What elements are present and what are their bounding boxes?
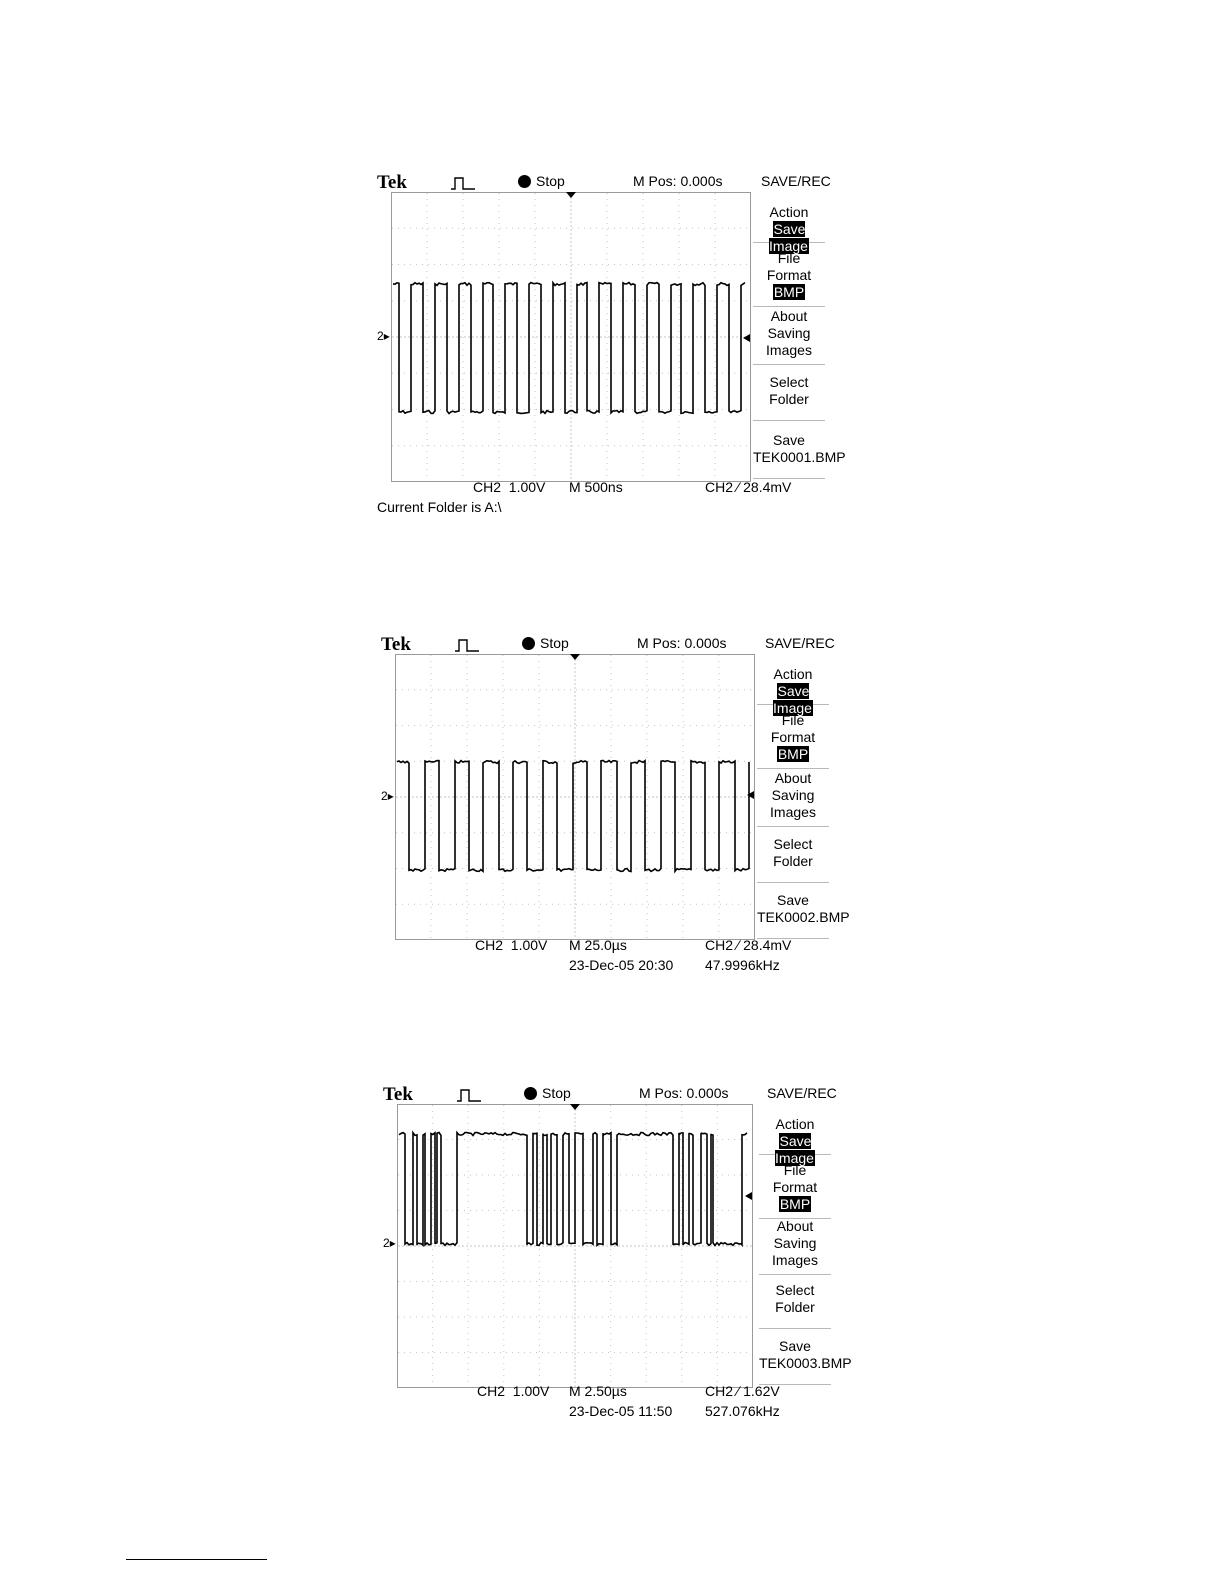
menu-file-format-button[interactable]: File Format BMP	[759, 1162, 831, 1219]
waveform-graticule	[395, 654, 755, 940]
menu-action-button[interactable]: Action Save Image	[757, 666, 829, 705]
channel-marker: 2▸	[381, 789, 394, 803]
menu-file-format-button[interactable]: File Format BMP	[753, 250, 825, 307]
scope-screen-3	[383, 1084, 852, 1444]
date-time: 23-Dec-05 11:50	[569, 1403, 673, 1419]
brand-logo: Tek	[383, 1084, 413, 1105]
channel-scale: CH2 1.00V	[473, 479, 546, 495]
menu-select-folder-button[interactable]: Select Folder	[757, 836, 829, 883]
pulse-icon	[449, 174, 479, 192]
menu-title: SAVE/REC	[767, 1085, 837, 1101]
current-folder: Current Folder is A:\	[377, 499, 502, 515]
run-state: Stop	[536, 173, 565, 189]
trigger-readout: CH2 ∕ 1.62V	[705, 1383, 780, 1399]
frequency-readout: 47.9996kHz	[705, 957, 780, 973]
menu-save-button[interactable]: Save TEK0002.BMP	[757, 892, 829, 939]
m-pos-readout: M Pos: 0.000s	[637, 635, 727, 651]
menu-file-format-button[interactable]: File Format BMP	[757, 712, 829, 769]
trigger-arrow-down-icon	[570, 654, 580, 660]
pulse-icon	[455, 1086, 485, 1104]
waveform-graticule	[397, 1104, 753, 1388]
timebase: M 500ns	[569, 479, 623, 495]
menu-select-folder-button[interactable]: Select Folder	[759, 1282, 831, 1329]
scope-screen-1	[377, 172, 846, 532]
footnote-rule	[126, 1559, 267, 1560]
waveform-trace	[393, 283, 745, 414]
trigger-arrow-down-icon	[566, 192, 576, 198]
channel-marker: 2▸	[383, 1236, 396, 1250]
waveform-trace	[397, 761, 749, 872]
run-state: Stop	[540, 635, 569, 651]
menu-select-folder-button[interactable]: Select Folder	[753, 374, 825, 421]
menu-about-button[interactable]: About Saving Images	[753, 308, 825, 365]
waveform-graticule	[391, 192, 751, 482]
menu-title: SAVE/REC	[761, 173, 831, 189]
timebase: M 25.0µs	[569, 937, 627, 953]
menu-about-button[interactable]: About Saving Images	[757, 770, 829, 827]
trigger-readout: CH2 ∕ 28.4mV	[705, 479, 792, 495]
m-pos-readout: M Pos: 0.000s	[633, 173, 723, 189]
menu-save-button[interactable]: Save TEK0003.BMP	[759, 1338, 831, 1385]
menu-save-button[interactable]: Save TEK0001.BMP	[753, 432, 825, 479]
channel-scale: CH2 1.00V	[475, 937, 548, 953]
date-time: 23-Dec-05 20:30	[569, 957, 674, 973]
waveform-trace	[399, 1133, 747, 1246]
menu-action-button[interactable]: Action Save Image	[759, 1116, 831, 1155]
run-state: Stop	[542, 1085, 571, 1101]
stop-dot-icon	[518, 175, 531, 188]
m-pos-readout: M Pos: 0.000s	[639, 1085, 729, 1101]
menu-action-button[interactable]: Action Save Image	[753, 204, 825, 243]
trigger-arrow-down-icon	[570, 1104, 580, 1110]
trigger-readout: CH2 ∕ 28.4mV	[705, 937, 792, 953]
menu-about-button[interactable]: About Saving Images	[759, 1218, 831, 1275]
trigger-level-arrow-icon	[747, 791, 754, 799]
frequency-readout: 527.076kHz	[705, 1403, 780, 1419]
menu-title: SAVE/REC	[765, 635, 835, 651]
trigger-level-arrow-icon	[743, 334, 750, 342]
trigger-level-arrow-icon	[745, 1192, 752, 1200]
brand-logo: Tek	[381, 634, 411, 655]
scope-screen-2	[381, 634, 850, 994]
stop-dot-icon	[522, 637, 535, 650]
brand-logo: Tek	[377, 172, 407, 193]
stop-dot-icon	[524, 1087, 537, 1100]
channel-marker: 2▸	[377, 329, 390, 343]
channel-scale: CH2 1.00V	[477, 1383, 550, 1399]
pulse-icon	[453, 636, 483, 654]
timebase: M 2.50µs	[569, 1383, 627, 1399]
